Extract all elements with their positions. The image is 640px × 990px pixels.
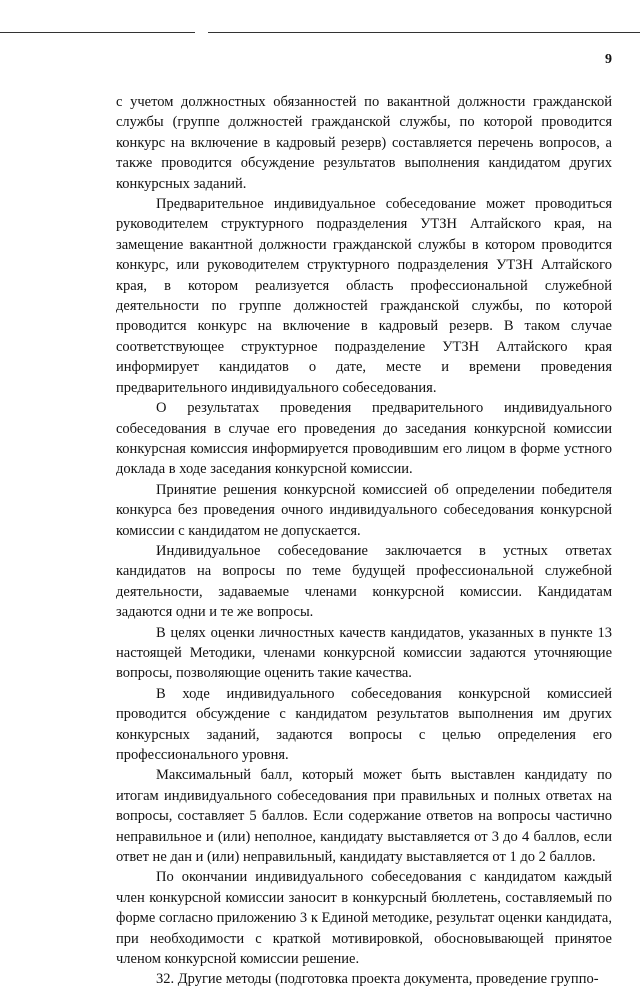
paragraph-other-methods: 32. Другие методы (подготовка проекта документа, проведение группо- xyxy=(156,971,599,988)
paragraph-continuation: с учетом должностных обязанностей по вакантной должности гражданской службы (группе должностей гражданской службы, по которой проводится конкурс на включение в кадровый резерв) составляется перечень вопросов, а также проводится обсуждение результатов выполнения кандидатом других конкурсных заданий. xyxy=(116,94,612,192)
paragraph-preliminary-interview: Предварительное индивидуальное собеседование может проводиться руководителем структурного подразделения УТЗН Алтайского края, на замещение вакантной должности гражданской службы в котором проводится конкурс, или руководителем структурного подразделения УТЗН Алтайского края, в котором реализуется область профессиональной служебной деятельности по группе должностей гражданской службы, по которой проводится конкурс на включение в кадровый резерв. В таком случае соответствующее структурное подразделение УТЗН Алтайского края информирует кандидатов о дате, месте и времени проведения предварительного индивидуального собеседования. xyxy=(116,196,612,396)
paragraph-max-score: Максимальный балл, который может быть выставлен кандидату по итогам индивидуального собеседования при правильных и полных ответах на вопросы, составляет 5 баллов. Если содержание ответов на вопросы частично неправильное и (или) неполное, кандидату выставляется от 3 до 4 баллов, если ответ не дан и (или) неправильный, кандидату выставляется от 1 до 2 баллов. xyxy=(116,767,612,866)
header-rule-left xyxy=(0,32,195,33)
paragraph-interview-definition: Индивидуальное собеседование заключается в устных ответах кандидатов на вопросы по теме будущей профессиональной служебной деятельности, задаваемые членами конкурсной комиссии. Кандидатам задаются одни и те же вопросы. xyxy=(116,542,612,621)
paragraph-interview-results: О результатах проведения предварительного индивидуального собеседования в случае его проведения до заседания конкурсной комиссии конкурсная комиссия информируется проводившим его лицом в форме устного доклада в ходе заседания конкурсной комиссии. xyxy=(116,400,612,478)
header-rule-right xyxy=(208,32,640,33)
document-body xyxy=(116,92,612,990)
paragraph-ballot: По окончании индивидуального собеседования с кандидатом каждый член конкурсной комиссии заносит в конкурсный бюллетень, составляемый по форме согласно приложению 3 к Единой методике, результат оценки кандидата, при необходимости с краткой мотивировкой, обосновывающей принятое членом конкурсной комиссии решение. xyxy=(116,869,612,968)
page-number: 9 xyxy=(605,52,612,67)
paragraph-winner-decision: Принятие решения конкурсной комиссией об определении победителя конкурса без проведения очного индивидуального собеседования конкурсной комиссии с кандидатом не допускается. xyxy=(116,481,612,539)
paragraph-personal-qualities: В целях оценки личностных качеств кандидатов, указанных в пункте 13 настоящей Методики, членами конкурсной комиссии задаются уточняющие вопросы, позволяющие оценить такие качества. xyxy=(116,624,612,682)
paragraph-results-discussion: В ходе индивидуального собеседования конкурсной комиссией проводится обсуждение с кандидатом результатов выполнения им других конкурсных заданий, задаются вопросы с целью определения его профессионального уровня. xyxy=(116,685,612,763)
